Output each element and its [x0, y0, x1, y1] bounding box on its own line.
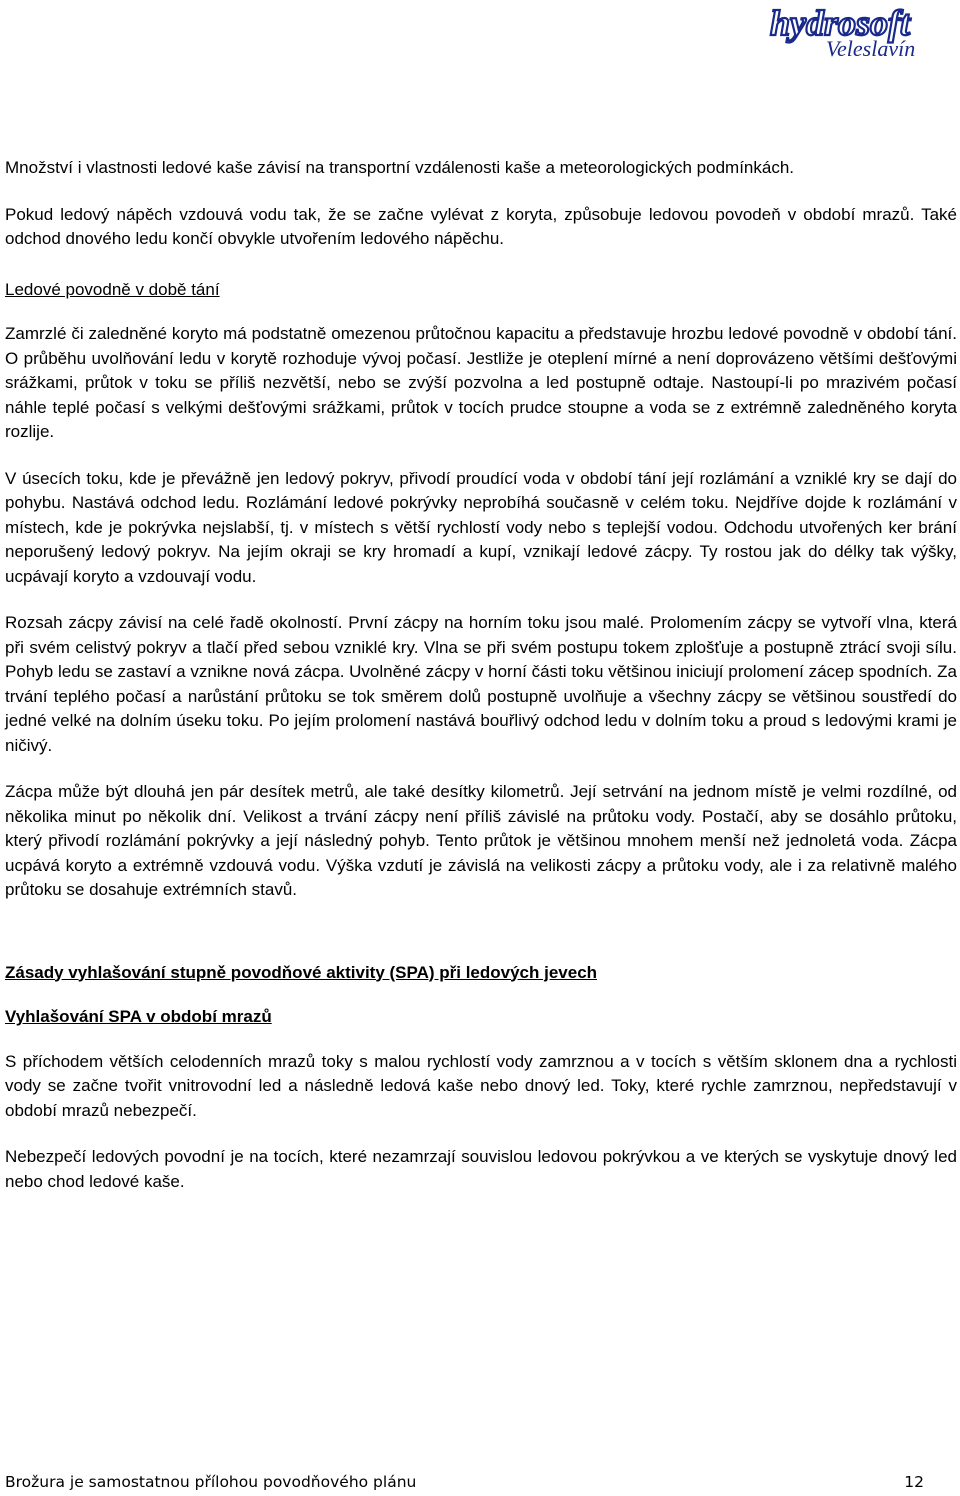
paragraph: Zácpa může být dlouhá jen pár desítek metrů, ale také desítky kilometrů. Její setrvání na jednom místě je velmi rozdílné, od několika minut po několik dní. Velikost a trvání zácpy není příliš závislé na průtoku vody. Postačí, aby se dosáhlo průtoku, který přivodí rozlámání pokrývky a její následný pohyb. Tento průtok je většinou mnohem menší než jednoletá voda. Zácpa ucpává koryto a extrémně vzdouvá vodu. Výška vzdutí je závislá na velikosti zácpy a průtoku vody, ale i za relativně malého průtoku se dosahuje extrémních stavů. [5, 782, 957, 899]
page-footer [5, 1470, 924, 1494]
paragraph: Množství i vlastnosti ledové kaše závisí na transportní vzdálenosti kaše a meteorologických podmínkách. [5, 158, 794, 177]
paragraph: V úsecích toku, kde je převážně jen ledový pokryv, přivodí proudící voda v období tání její rozlámání a vzniklé kry se dají do pohybu. Nastává odchod ledu. Rozlámání ledové pokrývky neprobíhá současně v celém toku. Nejdříve dojde k rozlámání v místech, kde je pokrývka nejslabší, tj. v místech s větší rychlostí vody nebo s teplejší vodou. Odchodu utvořených ker brání neporušený ledový pokryv. Na jejím okraji se kry hromadí a kupí, vznikají ledové zácpy. Ty rostou jak do délky tak výšky, ucpávají koryto a vzdouvají vodu. [5, 468, 957, 586]
hydrosoft-logo [768, 4, 920, 62]
page-number: 12 [904, 1473, 924, 1491]
document-body [5, 156, 957, 1216]
paragraph: Nebezpečí ledových povodní je na tocích, které nezamrzají souvislou ledovou pokrývkou a ve kterých se vyskytuje dnový led nebo chod ledové kaše. [5, 1147, 957, 1191]
paragraph: S příchodem větších celodenních mrazů toky s malou rychlostí vody zamrznou a v tocích s větším sklonem dna a rychlosti vody se začne tvořit vnitrovodní led a následně ledová kaše nebo dnový led. Toky, které rychle zamrznou, nepředstavují v období mrazů nebezpečí. [5, 1051, 957, 1120]
subheading-spa-frost: Vyhlašování SPA v období mrazů [5, 1007, 272, 1026]
section-heading-spa-principles: Zásady vyhlašování stupně povodňové aktivity (SPA) při ledových jevech [5, 962, 598, 982]
logo-sub-text: Veleslavín [826, 36, 916, 61]
section-heading-ice-floods-thaw: Ledové povodně v době tání [5, 279, 220, 299]
paragraph: Pokud ledový nápěch vzdouvá vodu tak, že se začne vylévat z koryta, způsobuje ledovou povodeň v období mrazů. Také odchod dnového ledu končí obvykle utvořením ledového nápěchu. [5, 204, 957, 248]
paragraph: Zamrzlé či zaledněné koryto má podstatně omezenou průtočnou kapacitu a představuje hrozbu ledové povodně v období tání. O průběhu uvolňování ledu v korytě rozhoduje vývoj počasí. Jestliže je oteplení mírné a není doprovázeno většími dešťovými srážkami, průtok v toku se příliš nezvětší, nebo se zvýší pozvolna a led postupně odtaje. Nastoupí-li po mrazivém počasí náhle teplé počasí s velkými dešťovými srážkami, průtok v tocích prudce stoupne a voda se z extrémně zaledněného koryta rozlije. [5, 324, 957, 441]
logo-graphic [768, 4, 920, 62]
logo-brand-text: hydrosoft [770, 4, 911, 43]
footer-text: Brožura je samostatnou přílohou povodňového plánu [5, 1473, 417, 1491]
paragraph: Rozsah zácpy závisí na celé řadě okolností. První zácpy na horním toku jsou malé. Prolomením zácpy se vytvoří vlna, která při svém celistvý pokryv a tlačí před sebou vzniklé kry. Vlna se při svém postupu tokem zplošťuje a postupně ztrácí svoji sílu. Pohyb ledu se zastaví a vznikne nová zácpa. Uvolněné zácpy v horní části toku většinou iniciují prolomení zácep spodních. Za trvání teplého počasí a narůstání průtoku se tok směrem dolů postupně uvolňuje a všechny zácpy se většinou soustředí do jedné velké na dolním úseku toku. Po jejím prolomení nastává bouřlivý odchod ledu v dolním toku a proud s ledovými krami je ničivý. [5, 613, 957, 755]
